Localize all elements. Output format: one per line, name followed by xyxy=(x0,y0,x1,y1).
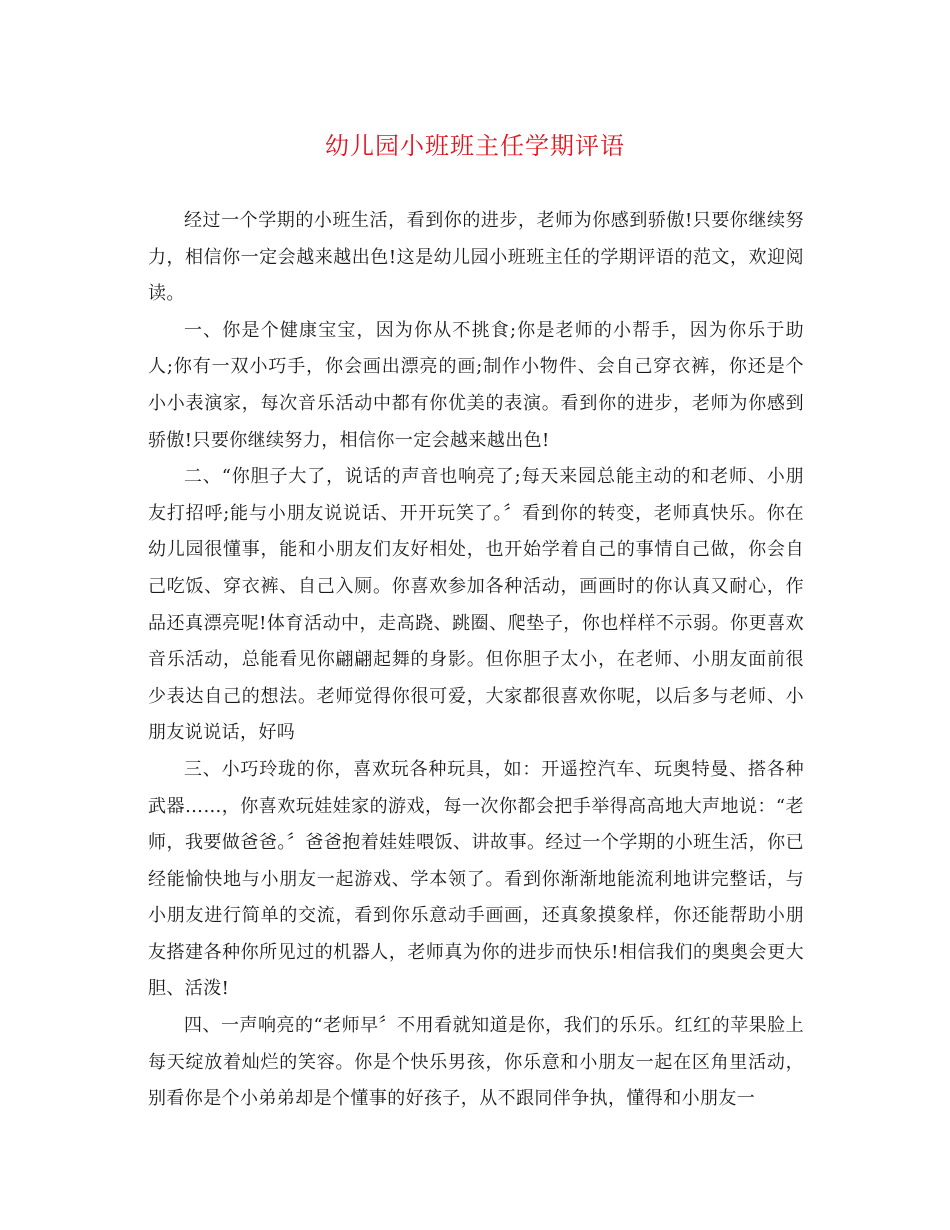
paragraph-two: 二、“你胆子大了，说话的声音也响亮了;每天来园总能主动的和老师、小朋友打招呼;能与小朋友说说话、开开玩笑了。〞看到你的转变，老师真快乐。你在幼儿园很懂事，能和小朋友们友好相处，也开始学着自己的事情自己做，你会自己吃饭、穿衣裤、自己入厕。你喜欢参加各种活动，画画时的你认真又耐心，作品还真漂亮呢!体育活动中，走高跷、跳圈、爬垫子，你也样样不示弱。你更喜欢音乐活动，总能看见你翩翩起舞的身影。但你胆子太小，在老师、小朋友面前很少表达自己的想法。老师觉得你很可爱，大家都很喜欢你呢，以后多与老师、小朋友说说话，好吗 xyxy=(148,466,804,744)
page-title: 幼儿园小班班主任学期评语 xyxy=(325,132,625,160)
paragraph-three: 三、小巧玲珑的你，喜欢玩各种玩具，如：开遥控汽车、玩奥特曼、搭各种武器……，你喜欢玩娃娃家的游戏，每一次你都会把手举得高高地大声地说：“老师，我要做爸爸。〞爸爸抱着娃娃喂饭、讲故事。经过一个学期的小班生活，你已经能愉快地与小朋友一起游戏、学本领了。看到你渐渐地能流利地讲完整话，与小朋友进行简单的交流，看到你乐意动手画画，还真象摸象样，你还能帮助小朋友搭建各种你所见过的机器人，老师真为你的进步而快乐!相信我们的奥奥会更大胆、活泼! xyxy=(148,758,804,1000)
paragraph-four: 四、一声响亮的“老师早〞不用看就知道是你，我们的乐乐。红红的苹果脸上每天绽放着灿烂的笑容。你是个快乐男孩，你乐意和小朋友一起在区角里活动，别看你是个小弟弟却是个懂事的好孩子，从不跟同伴争执，懂得和小朋友一 xyxy=(148,1015,804,1110)
document-body xyxy=(148,203,804,1118)
paragraph-one: 一、你是个健康宝宝，因为你从不挑食;你是老师的小帮手，因为你乐于助人;你有一双小巧手，你会画出漂亮的画;制作小物件、会自己穿衣裤，你还是个小小表演家，每次音乐活动中都有你优美的表演。看到你的进步，老师为你感到骄傲!只要你继续努力，相信你一定会越来越出色! xyxy=(148,319,804,451)
paragraph-intro: 经过一个学期的小班生活，看到你的进步，老师为你感到骄傲!只要你继续努力，相信你一定会越来越出色!这是幼儿园小班班主任的学期评语的范文，欢迎阅读。 xyxy=(148,210,804,305)
